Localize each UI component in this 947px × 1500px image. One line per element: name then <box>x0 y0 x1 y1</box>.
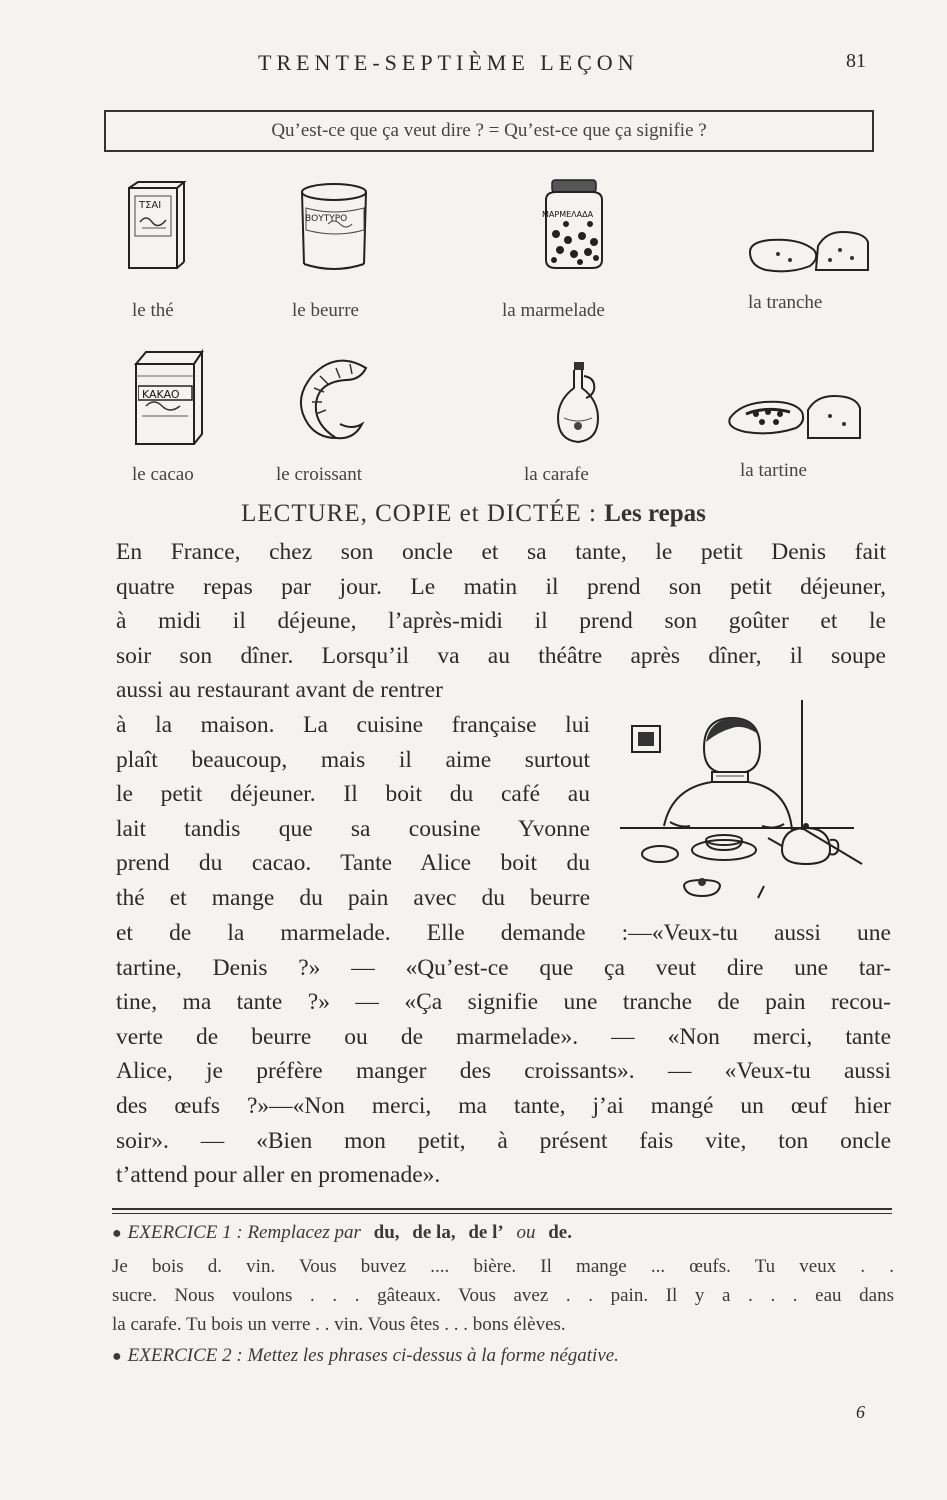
text-line: des œufs ?»—«Non merci, ma tante, j’ai mangé un œuf hier <box>116 1092 891 1119</box>
tea-box-lettering: ΤΣΑΙ <box>139 200 162 211</box>
butter-label-svg <box>305 210 369 224</box>
lecture-title-plain: LECTURE, COPIE et DICTÉE : <box>241 500 597 527</box>
text-line: à la maison. La cuisine française lui <box>116 712 590 738</box>
text-line: tartine, Denis ?» — «Qu’est-ce que ça veut dire une tar- <box>116 954 891 981</box>
buttered-bread-icon <box>726 394 862 442</box>
carafe-icon <box>556 360 606 444</box>
exercise-1-instruction: EXERCICE 1 : Remplacez par <box>127 1222 361 1243</box>
vocab-label-tranche: la tranche <box>748 292 823 313</box>
vocab-label-tartine: la tartine <box>740 460 807 481</box>
vocab-label-croissant: le croissant <box>276 464 363 485</box>
butter-tub-icon <box>298 182 372 274</box>
vocab-label-beurre: le beurre <box>292 300 359 321</box>
exercise-1-title <box>112 1222 902 1244</box>
tea-box-label-svg <box>139 197 179 211</box>
exercise-line: Je bois d. vin. Vous buvez .... bière. Il mange ... œufs. Tu veux . . <box>112 1256 894 1277</box>
cocoa-label-svg <box>138 385 194 401</box>
breakfast-illustration <box>612 700 866 908</box>
text-line: lait tandis que sa cousine Yvonne <box>116 815 590 842</box>
signature-number: 6 <box>856 1402 865 1422</box>
text-line: plaît beaucoup, mais il aime surtout <box>116 746 590 773</box>
exercise-line: la carafe. Tu bois un verre . . vin. Vous êtes . . . bons élèves. <box>112 1314 566 1335</box>
reading-text-bottom <box>116 916 891 1193</box>
exercise-2-title <box>112 1345 902 1367</box>
reading-text-beside-image <box>116 708 590 916</box>
option-de: de. <box>548 1222 572 1243</box>
jam-lettering: ΜΑΡΜΕΛΑΔΑ <box>542 210 594 219</box>
text-line: prend du cacao. Tante Alice boit du <box>116 850 590 877</box>
text-line: Alice, je préfère manger des croissants». — «Veux-tu aussi <box>116 1058 891 1085</box>
reading-text-top <box>116 535 886 708</box>
definition-box: Qu’est-ce que ça veut dire ? = Qu’est-ce que ça signifie ? <box>104 110 874 152</box>
croissant-icon <box>296 354 382 440</box>
cocoa-lettering: KAKAO <box>142 388 180 401</box>
text-line: à midi il déjeune, l’après-midi il prend son goûter et le <box>116 608 886 635</box>
exercise-2-instruction: EXERCICE 2 : Mettez les phrases ci-dessus à la forme négative. <box>127 1345 619 1366</box>
text-line: t’attend pour aller en promenade». <box>116 1162 441 1189</box>
jam-label-svg <box>542 208 606 220</box>
vocab-label-the: le thé <box>132 300 174 321</box>
lecture-title <box>0 500 947 528</box>
text-line: soir». — «Bien mon petit, à présent fais vite, ton oncle <box>116 1127 891 1154</box>
text-line: verte de beurre ou de marmelade». — «Non merci, tante <box>116 1023 891 1050</box>
option-du: du, <box>373 1222 400 1243</box>
bullet-icon: ● <box>112 1348 122 1365</box>
text-line: aussi au restaurant avant de rentrer <box>116 677 443 704</box>
exercise-1-body <box>112 1252 902 1339</box>
text-line: soir son dîner. Lorsqu’il va au théâtre après dîner, il soupe <box>116 642 886 669</box>
butter-lettering: ΒΟΥΤΥΡΟ <box>305 214 348 224</box>
section-divider <box>112 1208 892 1210</box>
lecture-title-bold: Les repas <box>604 500 706 527</box>
text-line: tine, ma tante ?» — «Ça signifie une tranche de pain recou- <box>116 989 891 1016</box>
text-line: En France, chez son oncle et sa tante, le petit Denis fait <box>116 539 886 565</box>
page-number: 81 <box>846 50 866 72</box>
text-line: et de la marmelade. Elle demande :—«Veux-tu aussi une <box>116 920 891 946</box>
text-line: quatre repas par jour. Le matin il prend son petit déjeuner, <box>116 573 886 600</box>
vocab-label-marmelade: la marmelade <box>502 300 605 321</box>
option-ou: ou <box>516 1222 536 1243</box>
vocab-label-carafe: la carafe <box>524 464 589 485</box>
jam-jar-icon <box>538 178 610 272</box>
vocab-label-cacao: le cacao <box>132 464 194 485</box>
text-line: thé et mange du pain avec du beurre <box>116 884 590 911</box>
option-de-l: de l’ <box>468 1222 504 1243</box>
bread-slice-icon <box>744 226 874 278</box>
bullet-icon: ● <box>112 1225 122 1242</box>
exercise-line: sucre. Nous voulons . . . gâteaux. Vous avez . . pain. Il y a . . . eau dans <box>112 1285 894 1306</box>
tea-box-icon <box>126 180 188 274</box>
text-line: le petit déjeuner. Il boit du café au <box>116 781 590 808</box>
running-title: TRENTE-SEPTIÈME LEÇON <box>258 50 639 75</box>
section-divider-thin <box>112 1213 892 1214</box>
option-de-la: de la, <box>412 1222 456 1243</box>
